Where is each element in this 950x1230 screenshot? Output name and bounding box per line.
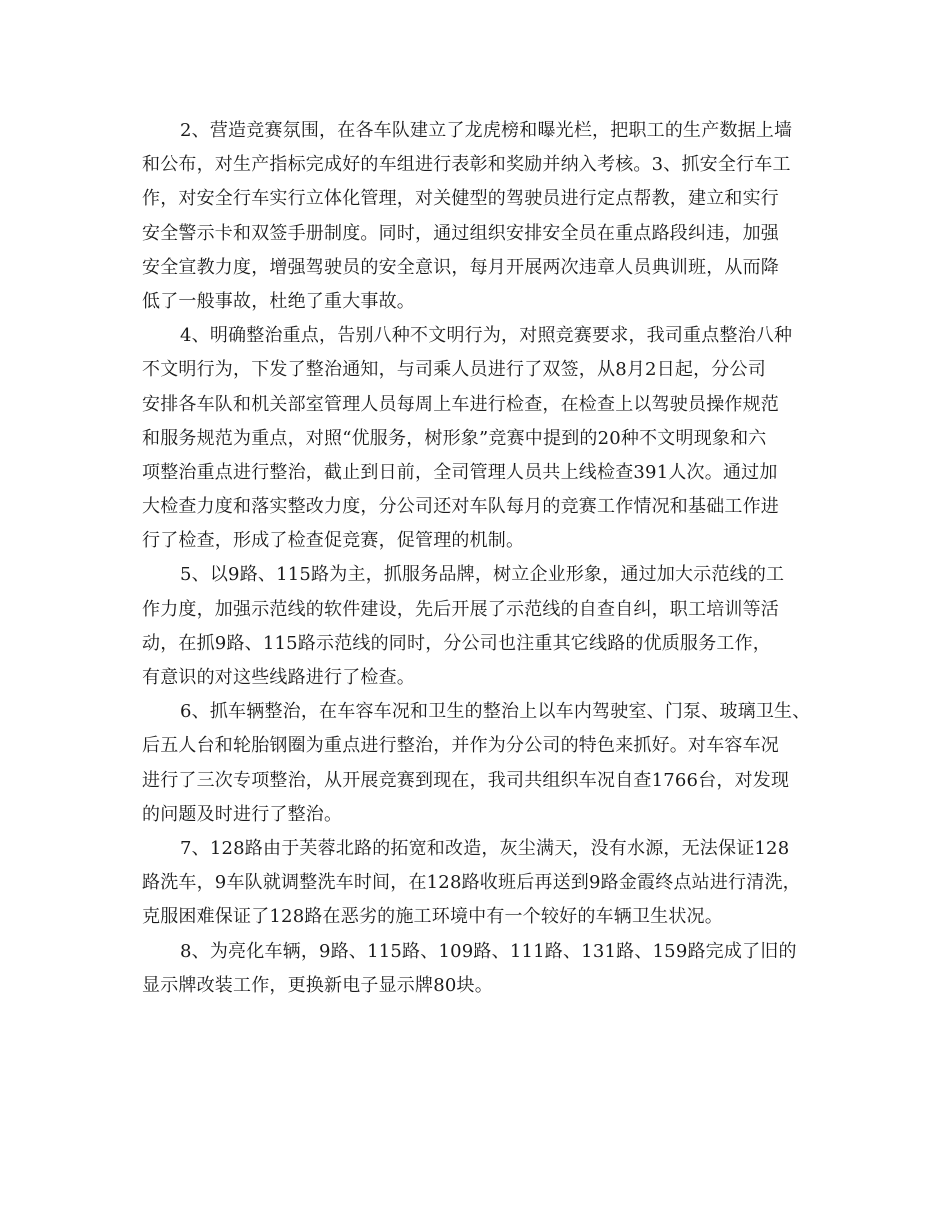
paragraph-line: 行了检查，形成了检查促竞赛，促管理的机制。: [142, 530, 525, 552]
paragraph-line: 低了一般事故，杜绝了重大事故。: [142, 290, 415, 312]
paragraph-line: 作，对安全行车实行立体化管理，对关健型的驾驶员进行定点帮教，建立和实行: [142, 188, 779, 210]
paragraph-first-line: 4、明确整治重点，告别八种不文明行为，对照竞赛要求，我司重点整治八种: [180, 325, 793, 347]
paragraph-line: 和公布，对生产指标完成好的车组进行表彰和奖励并纳入考核。3、抓安全行车工: [142, 154, 791, 176]
document-body: [142, 114, 822, 1003]
paragraph-line: 安全宣教力度，增强驾驶员的安全意识，每月开展两次违章人员典训班，从而降: [142, 256, 779, 278]
paragraph-line: 进行了三次专项整治，从开展竞赛到现在，我司共组织车况自查1766台，对发现: [142, 769, 790, 791]
paragraph-line: 安全警示卡和双签手册制度。同时，通过组织安排安全员在重点路段纠违，加强: [142, 222, 779, 244]
paragraph-first-line: 6、抓车辆整治，在车容车况和卫生的整治上以车内驾驶室、门泵、玻璃卫生、: [180, 701, 811, 723]
paragraph-line: 不文明行为，下发了整治通知，与司乘人员进行了双签，从8月2日起，分公司: [142, 359, 766, 381]
paragraph-line: 后五人台和轮胎钢圈为重点进行整治，并作为分公司的特色来抓好。对车容车况: [142, 735, 779, 757]
paragraph-line: 大检查力度和落实整改力度，分公司还对车队每月的竞赛工作情况和基础工作进: [142, 496, 779, 518]
paragraph-line: 路洗车，9车队就调整洗车时间，在128路收班后再送到9路金霞终点站进行清洗，: [142, 872, 801, 894]
paragraph-line: 项整治重点进行整治，截止到日前，全司管理人员共上线检查391人次。通过加: [142, 461, 778, 483]
paragraph-line: 克服困难保证了128路在恶劣的施工环境中有一个较好的车辆卫生状况。: [142, 906, 723, 928]
paragraph-line: 动，在抓9路、115路示范线的同时，分公司也注重其它线路的优质服务工作，: [142, 632, 772, 654]
paragraph-line: 的问题及时进行了整治。: [142, 803, 343, 825]
paragraph-line: 作力度，加强示范线的软件建设，先后开展了示范线的自查自纠，职工培训等活: [142, 598, 779, 620]
paragraph-line: 有意识的对这些线路进行了检查。: [142, 667, 415, 688]
paragraph-first-line: 8、为亮化车辆，9路、115路、109路、111路、131路、159路完成了旧的: [180, 940, 797, 962]
paragraph-first-line: 5、以9路、115路为主，抓服务品牌，树立企业形象，通过加大示范线的工: [180, 564, 785, 586]
paragraph-line: 和服务规范为重点，对照“优服务，树形象”竞赛中提到的20种不文明现象和六: [142, 427, 767, 449]
paragraph-first-line: 2、营造竞赛氛围，在各车队建立了龙虎榜和曝光栏，把职工的生产数据上墙: [180, 120, 793, 141]
paragraph-line: 安排各车队和机关部室管理人员每周上车进行检查，在检查上以驾驶员操作规范: [142, 393, 779, 415]
paragraph-line: 显示牌改装工作，更换新电子显示牌80块。: [142, 974, 493, 996]
paragraph-first-line: 7、128路由于芙蓉北路的拓宽和改造，灰尘满天，没有水源，无法保证128: [180, 837, 790, 859]
